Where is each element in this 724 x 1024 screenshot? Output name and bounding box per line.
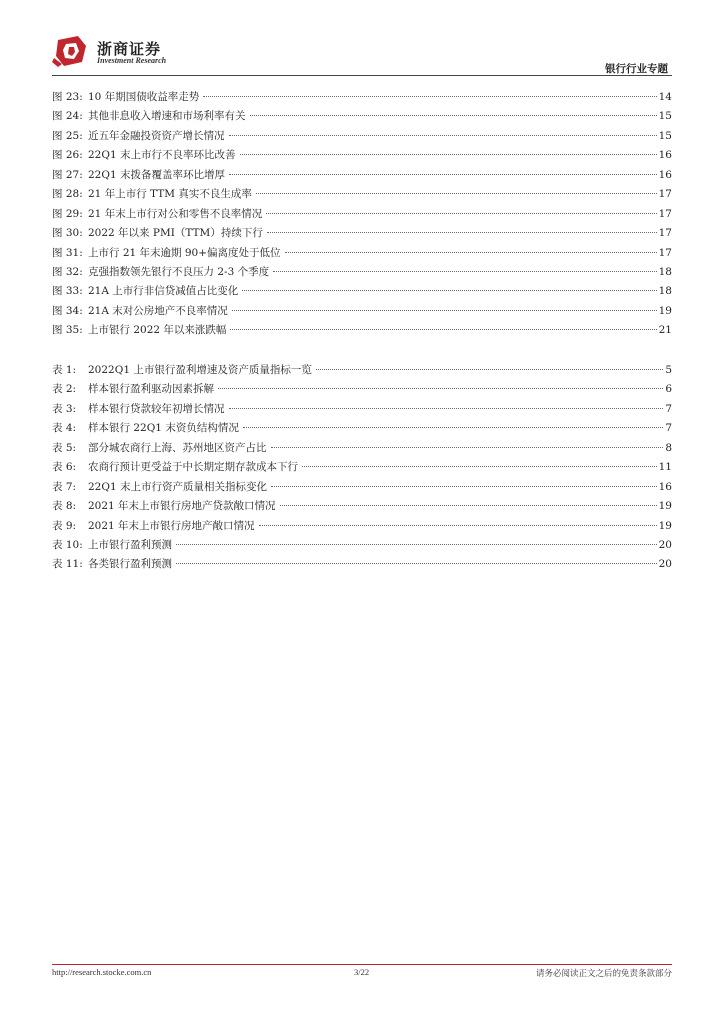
entry-title: 其他非息收入增速和市场利率有关 — [88, 110, 246, 123]
table-index-entry[interactable] — [52, 517, 672, 536]
entry-title: 部分城农商行上海、苏州地区资产占比 — [88, 441, 267, 454]
figure-index-entry[interactable] — [52, 127, 672, 146]
dot-leader — [280, 505, 657, 506]
entry-title: 21 年末上市行对公和零售不良率情况 — [88, 207, 263, 220]
figure-index-entry[interactable] — [52, 88, 672, 107]
entry-label: 图 26: — [52, 149, 83, 162]
table-index-entry[interactable] — [52, 361, 672, 380]
table-index-entry[interactable] — [52, 419, 672, 438]
entry-page-number: 20 — [658, 558, 672, 571]
entry-title: 2022 年以来 PMI（TTM）持续下行 — [88, 227, 263, 240]
dot-leader — [229, 174, 657, 175]
figure-index-entry[interactable] — [52, 263, 672, 282]
entry-page-number: 7 — [665, 402, 672, 415]
dot-leader — [203, 96, 656, 97]
dot-leader — [302, 466, 657, 467]
header-divider — [52, 75, 672, 76]
entry-label: 表 8: — [52, 500, 77, 513]
entry-page-number: 16 — [658, 149, 672, 162]
figure-index-entry[interactable] — [52, 244, 672, 263]
entry-label: 图 34: — [52, 304, 83, 317]
entry-label: 表 4: — [52, 422, 77, 435]
figure-index-entry[interactable] — [52, 166, 672, 185]
entry-page-number: 18 — [658, 265, 672, 278]
entry-page-number: 6 — [665, 383, 672, 396]
entry-label: 图 24: — [52, 110, 83, 123]
dot-leader — [271, 447, 664, 448]
entry-page-number: 7 — [665, 422, 672, 435]
table-index-entry[interactable] — [52, 555, 672, 574]
entry-page-number: 8 — [665, 441, 672, 454]
dot-leader — [229, 408, 664, 409]
entry-title: 农商行预计更受益于中长期定期存款成本下行 — [88, 461, 298, 474]
dot-leader — [271, 486, 657, 487]
figure-index — [52, 88, 672, 341]
entry-title: 2022Q1 上市银行盈利增速及资产质量指标一览 — [88, 364, 312, 376]
figure-index-entry[interactable] — [52, 282, 672, 301]
entry-label: 图 33: — [52, 285, 83, 298]
entry-title: 各类银行盈利预测 — [88, 558, 172, 571]
page-footer — [52, 967, 672, 981]
entry-title: 21A 上市行非信贷减值占比变化 — [88, 285, 239, 298]
entry-title: 上市银行盈利预测 — [88, 538, 172, 551]
figure-index-entry[interactable] — [52, 302, 672, 321]
dot-leader — [273, 271, 657, 272]
dot-leader — [176, 563, 657, 564]
entry-title: 21A 末对公房地产不良率情况 — [88, 304, 228, 317]
dot-leader — [250, 115, 657, 116]
entry-page-number: 17 — [658, 227, 672, 240]
figure-index-entry[interactable] — [52, 185, 672, 204]
entry-page-number: 17 — [658, 188, 672, 201]
entry-label: 图 28: — [52, 188, 83, 201]
entry-label: 图 27: — [52, 168, 83, 181]
page-header — [0, 0, 724, 80]
entry-page-number: 17 — [658, 207, 672, 220]
dot-leader — [218, 388, 663, 389]
table-index-entry[interactable] — [52, 380, 672, 399]
entry-page-number: 21 — [658, 324, 672, 337]
entry-label: 表 3: — [52, 402, 77, 415]
entry-label: 图 25: — [52, 129, 83, 142]
dot-leader — [243, 427, 663, 428]
entry-title: 样本银行贷款较年初增长情况 — [88, 402, 225, 415]
entry-page-number: 15 — [658, 110, 672, 123]
entry-page-number: 19 — [658, 519, 672, 532]
dot-leader — [230, 329, 656, 330]
entry-label: 图 29: — [52, 207, 83, 220]
entry-title: 克强指数领先银行不良压力 2-3 个季度 — [88, 265, 270, 278]
entry-label: 表 6: — [52, 461, 77, 474]
footer-disclaimer: 请务必阅读正文之后的免责条款部分 — [535, 969, 672, 979]
table-index — [52, 361, 672, 575]
entry-title: 样本银行盈利驱动因素拆解 — [88, 383, 214, 396]
entry-title: 22Q1 末上市行不良率环比改善 — [88, 149, 236, 162]
dot-leader — [256, 193, 657, 194]
brand-name: 浙商证券 — [97, 40, 162, 58]
figure-index-entry[interactable] — [52, 224, 672, 243]
entry-label: 表 10: — [52, 538, 83, 551]
entry-label: 表 7: — [52, 480, 77, 493]
entry-label: 表 11: — [52, 558, 83, 571]
entry-title: 2021 年末上市银行房地产贷款敞口情况 — [88, 500, 276, 513]
brand-subtitle: Investment Research — [97, 56, 167, 65]
dot-leader — [267, 232, 657, 233]
entry-page-number: 20 — [658, 538, 672, 551]
table-index-entry[interactable] — [52, 458, 672, 477]
dot-leader — [242, 290, 656, 291]
entry-page-number: 11 — [658, 461, 672, 474]
entry-page-number: 18 — [658, 285, 672, 298]
dot-leader — [232, 310, 657, 311]
entry-label: 表 9: — [52, 519, 77, 532]
entry-title: 2021 年末上市银行房地产敞口情况 — [88, 519, 255, 532]
entry-label: 图 35: — [52, 324, 83, 337]
entry-page-number: 16 — [658, 168, 672, 181]
figure-index-entry[interactable] — [52, 205, 672, 224]
entry-title: 上市银行 2022 年以来涨跌幅 — [88, 324, 227, 337]
report-category: 银行行业专题 — [605, 63, 668, 75]
entry-title: 22Q1 末上市行资产质量相关指标变化 — [88, 480, 267, 493]
entry-title: 22Q1 末拨备覆盖率环比增厚 — [88, 168, 225, 181]
figure-index-entry[interactable] — [52, 107, 672, 126]
page-number: 3/22 — [354, 967, 370, 977]
entry-title: 样本银行 22Q1 末资负结构情况 — [88, 422, 239, 435]
footer-divider — [52, 964, 672, 965]
dot-leader — [285, 252, 657, 253]
dot-leader — [229, 135, 657, 136]
entry-label: 表 2: — [52, 383, 77, 396]
entry-page-number: 19 — [658, 304, 672, 317]
entry-label: 图 32: — [52, 265, 83, 278]
table-index-entry[interactable] — [52, 497, 672, 516]
table-index-entry[interactable] — [52, 478, 672, 497]
entry-label: 图 23: — [52, 91, 83, 103]
entry-page-number: 15 — [658, 129, 672, 142]
entry-page-number: 14 — [658, 91, 672, 103]
entry-page-number: 16 — [658, 480, 672, 493]
table-index-entry[interactable] — [52, 536, 672, 555]
zheshang-securities-logo-icon — [52, 34, 92, 68]
dot-leader — [240, 154, 657, 155]
dot-leader — [176, 544, 657, 545]
entry-label: 图 31: — [52, 246, 83, 259]
entry-page-number: 19 — [658, 500, 672, 513]
entry-label: 图 30: — [52, 227, 83, 240]
dot-leader — [266, 213, 656, 214]
entry-label: 表 5: — [52, 441, 77, 454]
table-index-entry[interactable] — [52, 400, 672, 419]
table-index-entry[interactable] — [52, 439, 672, 458]
entry-title: 10 年期国债收益率走势 — [88, 91, 200, 103]
figure-index-entry[interactable] — [52, 146, 672, 165]
entry-label: 表 1: — [52, 364, 77, 376]
footer-url-link[interactable]: http://research.stocke.com.cn — [52, 967, 152, 977]
entry-title: 21 年上市行 TTM 真实不良生成率 — [88, 188, 252, 201]
dot-leader — [259, 525, 657, 526]
entry-page-number: 5 — [665, 364, 672, 376]
entry-title: 近五年金融投资资产增长情况 — [88, 129, 225, 142]
entry-page-number: 17 — [658, 246, 672, 259]
dot-leader — [316, 369, 663, 370]
figure-index-entry[interactable] — [52, 321, 672, 340]
entry-title: 上市行 21 年末逾期 90+偏离度处于低位 — [88, 246, 281, 259]
